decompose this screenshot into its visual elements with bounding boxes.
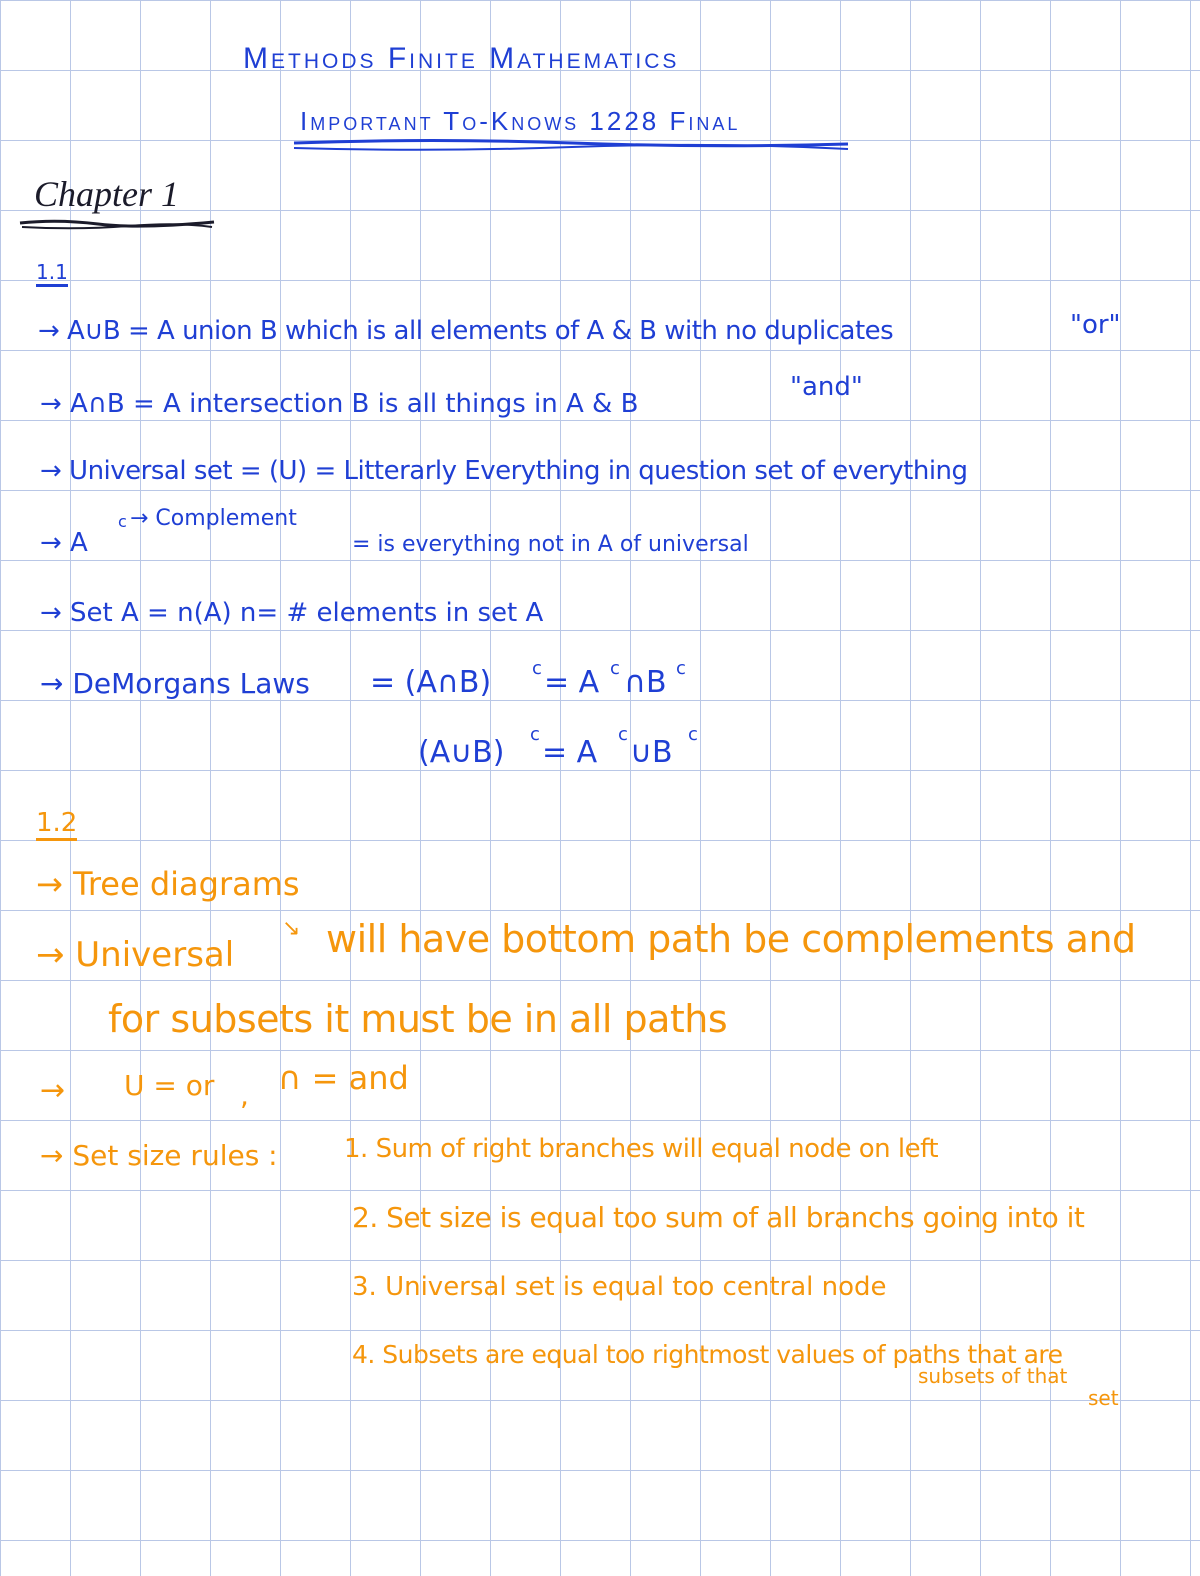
note-tree-diagrams: → Tree diagrams — [36, 865, 300, 903]
demorgans-law-2-rhs-b-sup: c — [688, 724, 698, 745]
note-universal-rule-line2: for subsets it must be in all paths — [108, 997, 728, 1041]
note-universal-set: → Universal set = (U) = Litterarly Everything in question set of everything — [40, 456, 968, 486]
demorgans-law-2-rhs-a-sup: c — [618, 724, 628, 745]
demorgans-law-1-lhs-sup: c — [532, 658, 542, 679]
demorgans-law-1-rhs-a-sup: c — [610, 658, 620, 679]
subtitle-underline — [292, 138, 852, 152]
demorgans-law-1-rhs-b: ∩B — [624, 665, 667, 700]
note-set-size-rules-label: → Set size rules : — [40, 1139, 278, 1172]
set-size-rule-2: 2. Set size is equal too sum of all branchs going into it — [352, 1201, 1085, 1234]
chapter-title: Chapter 1 — [34, 174, 180, 214]
note-universal-arrow: ↘ — [282, 916, 301, 941]
note-set-cardinality: → Set A = n(A) n= # elements in set A — [40, 598, 544, 628]
note-ops-separator: , — [240, 1079, 249, 1112]
set-size-rule-1: 1. Sum of right branches will equal node on left — [344, 1134, 939, 1164]
set-size-rule-4-line3: set — [1088, 1386, 1119, 1410]
demorgans-law-2-rhs-b: ∪B — [630, 735, 673, 770]
demorgans-law-2-rhs-a: = A — [542, 735, 598, 770]
note-complement-definition: = is everything not in A of universal — [352, 532, 749, 557]
note-union-or: "or" — [1070, 310, 1121, 340]
demorgans-law-1-rhs-b-sup: c — [676, 658, 686, 679]
demorgans-law-1-lhs: = (A∩B) — [370, 665, 492, 700]
note-union: → A∪B = A union B which is all elements of A & B with no duplicates — [38, 316, 894, 346]
note-ops-arrow: → — [40, 1073, 66, 1108]
note-universal-rule-line1: will have bottom path be complements and — [326, 917, 1136, 961]
note-intersection: → A∩B = A intersection B is all things in A & B — [40, 389, 639, 419]
note-intersection-and: "and" — [790, 372, 863, 402]
note-universal-label: → Universal — [36, 935, 235, 975]
section-label-1-2: 1.2 — [36, 810, 77, 841]
note-union-or-op: U = or — [124, 1069, 215, 1102]
set-size-rule-4-line1: 4. Subsets are equal too rightmost values of paths that are — [352, 1340, 1063, 1369]
demorgans-law-2-lhs: (A∪B) — [418, 735, 505, 770]
set-size-rule-4-line2: subsets of that — [918, 1364, 1068, 1388]
note-demorgans-label: → DeMorgans Laws — [40, 667, 310, 700]
note-intersection-and-op: ∩ = and — [278, 1059, 409, 1097]
set-size-rule-3: 3. Universal set is equal too central node — [352, 1272, 887, 1302]
page-subtitle: Important To-Knows 1228 Final — [300, 106, 741, 136]
section-label-1-1: 1.1 — [36, 262, 68, 287]
page-title: Methods Finite Mathematics — [243, 42, 680, 75]
chapter-underline — [18, 217, 218, 231]
demorgans-law-2-lhs-sup: c — [530, 724, 540, 745]
note-complement-superscript: c — [118, 512, 127, 531]
note-complement-label: → Complement — [130, 506, 297, 531]
demorgans-law-1-rhs-a: = A — [544, 665, 600, 700]
note-complement-symbol: → A — [40, 528, 88, 558]
